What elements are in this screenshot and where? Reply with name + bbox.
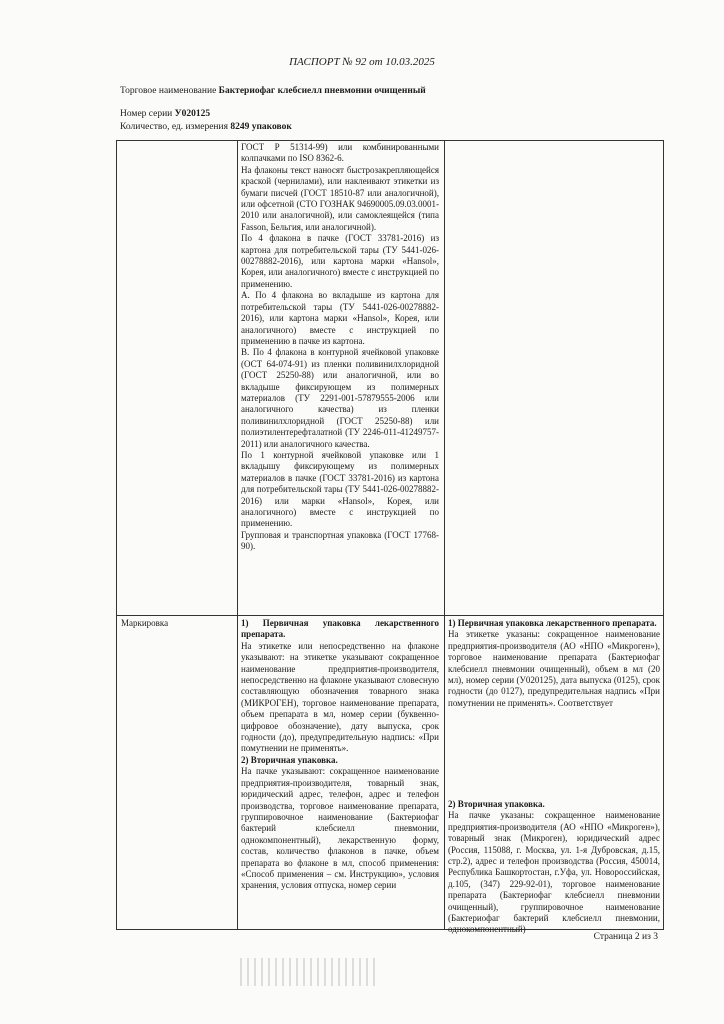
column-divider [444,141,445,929]
trade-name-value: Бактериофаг клебсиелл пневмонии очищенный [218,86,426,96]
secondary-packaging-heading: 2) Вторичная упаковка. [241,754,338,765]
marking-requirements [241,618,439,892]
series-value: У020125 [174,109,211,119]
marking-actual-secondary [448,799,660,936]
row-divider [117,615,663,616]
secondary-actual-text: На пачке указаны: сокращенное наименование предприятия-производителя (АО «НПО «Микроген»), товарный знак (Микроген), юридический адрес (Россия, 115088, г. Москва, ул. 1-я Дубровская, д.15, стр.2), адрес и телефон производства (Россия, 450014, Республика Башкортостан, г.Уфа, ул. Новороссийская, д.105, (347) 229-92-01), торговое наименование препарата (Бактериофаг клебсиелл пневмонии очищенный), группировочное наименование (Бактериофаг бактерий клебсиелл пневмонии, однокомпонентный) [448,810,660,935]
passport-table [116,140,664,935]
trade-name-line [120,86,426,96]
primary-packaging-heading: 1) Первичная упаковка лекарственного препарата. [241,618,439,640]
series-line [120,109,210,119]
packaging-paragraph: По 4 флакона в пачке (ГОСТ 33781-2016) из картона для потребительской тары (ТУ 5441-026-00278882-2016), или картона марки «Hansol», Корея, или аналогичного) вместе с инструкцией по применению. [241,233,439,289]
packaging-paragraph: На флаконы текст наносят быстрозакрепляющейся краской (чернилами), или наклеивают этикетки из бумаги писчей (ГОСТ 18510-87 или аналогичной), или офсетной (СТО ГОЗНАК 94690005.09.03.0001-2010 или аналогичной), или самоклеящейся (типа Fasson, Бельгия, или аналогичной). [241,164,439,232]
packaging-paragraph: А. По 4 флакона во вкладыше из картона для потребительской тары (ТУ 5441-026-00278882-2016), или картона марки «Hansol», Корея, или аналогичного) вместе с инструкцией по применению в пачке из картона. [241,290,439,346]
packaging-paragraph: По 1 контурной ячейковой упаковке или 1 вкладышу фиксирующему из полимерных материалов в пачке (ГОСТ 33781-2016) из картона для потребительской тары (ТУ 5441-026-00278882-2016) или марки «Hansol», Корея, или аналогичного) вместе с инструкцией по применению. [241,449,439,529]
passport-title: ПАСПОРТ № 92 от 10.03.2025 [289,56,435,68]
secondary-packaging-text: На пачке указывают: сокращенное наименование предприятия-производителя, товарный знак, юридический адрес, телефон, адрес и телефон производства, торговое наименование препарата, группировочное наименование (Бактериофаг бактерий клебсиелл пневмонии, однокомпонентный), лекарственную форму, состав, количество флаконов в пачке, объем препарата во флаконе в мл, способ применения: «Способ применения – см. Инструкцию», условия хранения, условия отпуска, номер серии [241,766,439,891]
marking-label: Маркировка [121,618,169,628]
page-number: Страница 2 из 3 [593,932,658,942]
scan-artifact [240,958,380,986]
primary-actual-heading: 1) Первичная упаковка лекарственного препарата. [448,618,657,628]
quantity-value: 8249 упаковок [230,122,292,132]
secondary-actual-heading: 2) Вторичная упаковка. [448,799,545,809]
packaging-paragraph: ГОСТ Р 51314-99) или комбинированными колпачками по ISO 8362-6. [241,142,439,164]
primary-actual-text: На этикетке указаны: сокращенное наименование предприятия-производителя (АО «НПО «Микроген»), торговое наименование препарата (Бактериофаг клебсиелл пневмонии очищенный), объем в мл (20 мл), номер серии (У020125), дата выпуска (0125), срок годности (до 0127), предупредительная надпись «При помутнении не применять». Соответствует [448,629,660,708]
packaging-paragraph: В. По 4 флакона в контурной ячейковой упаковке (ОСТ 64-074-91) из пленки поливинилхлоридной (ГОСТ 25250-88) или аналогичной, или во вкладыше фиксирующем из полимерных материалов (ТУ 2291-001-57879555-2006 или аналогичного качества) из пленки поливинилхлоридной (ГОСТ 25250-88) или полиэтилентерефталатной (ТУ 2246-011-41249757-2011) или аналогичного качества. [241,347,439,449]
quantity-label: Количество, ед. измерения [120,122,228,132]
marking-actual-primary [448,618,660,709]
quantity-line [120,122,292,132]
primary-packaging-text: На этикетке или непосредственно на флаконе указывают: на этикетке указывают сокращенное наименование предприятия-производителя, непосредственно на флаконе указывают словесную составляющую обозначения товарного знака (МИКРОГЕН), торговое наименование препарата, объем препарата в мл, номер серии (буквенно-цифровое обозначение), дату выпуска, срок годности (до), предупредительную надпись: «При помутнении не применять». [241,640,439,754]
column-divider [237,141,238,929]
packaging-paragraph: Групповая и транспортная упаковка (ГОСТ 17768-90). [241,529,439,552]
packaging-description [241,142,439,553]
trade-name-label: Торговое наименование [120,86,217,96]
series-label: Номер серии [120,109,173,119]
